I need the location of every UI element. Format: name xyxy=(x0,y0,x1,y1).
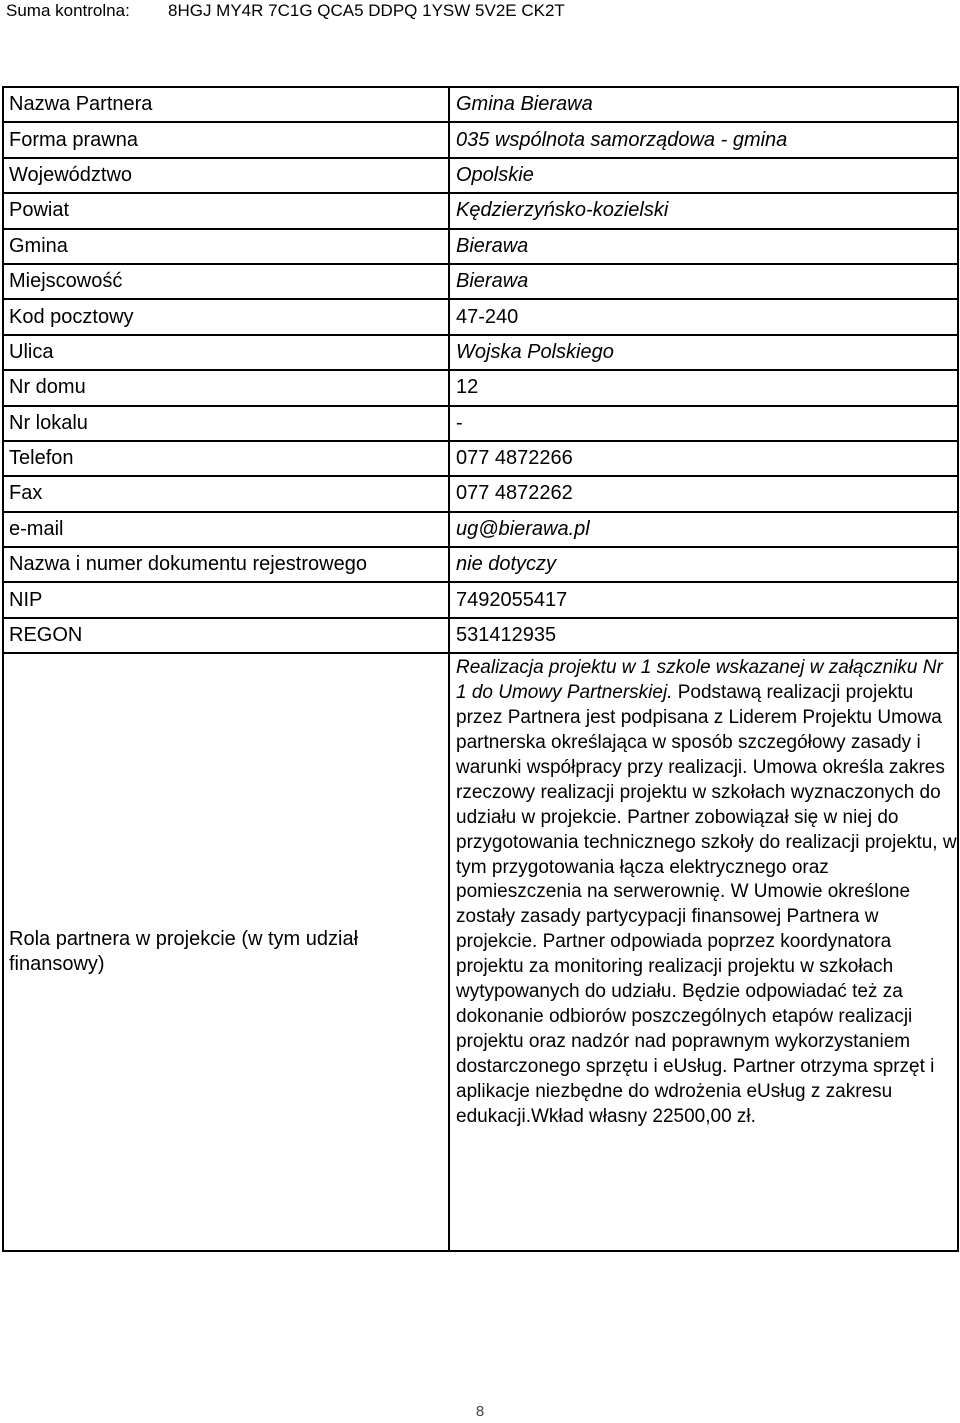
row-value: - xyxy=(449,406,958,441)
row-value: Kędzierzyńsko-kozielski xyxy=(449,193,958,228)
partner-table xyxy=(2,86,959,1252)
checksum-value: 8HGJ MY4R 7C1G QCA5 DDPQ 1YSW 5V2E CK2T xyxy=(168,1,565,20)
row-label: Nr lokalu xyxy=(3,406,449,441)
role-row xyxy=(3,653,958,1251)
row-value: 077 4872262 xyxy=(449,476,958,511)
table-row xyxy=(3,335,958,370)
table-row xyxy=(3,370,958,405)
row-value: Opolskie xyxy=(449,158,958,193)
row-value: ug@bierawa.pl xyxy=(449,512,958,547)
table-row xyxy=(3,618,958,653)
row-value: Gmina Bierawa xyxy=(449,87,958,122)
row-value: 531412935 xyxy=(449,618,958,653)
row-label: NIP xyxy=(3,582,449,617)
row-label: Forma prawna xyxy=(3,122,449,157)
row-label: Nazwa Partnera xyxy=(3,87,449,122)
row-label: Miejscowość xyxy=(3,264,449,299)
table-row xyxy=(3,406,958,441)
role-description xyxy=(449,653,958,1251)
row-label: Telefon xyxy=(3,441,449,476)
role-description-body: Podstawą realizacji projektu przez Partnera jest podpisana z Liderem Projektu Umowa partnerska określająca w sposób szczegółowy zasady i warunki współpracy przy realizacji. Umowa określa zakres rzeczowy realizacji projektu w szkołach wyznaczonych do udziału w projekcie. Partner zobowiązał się w niej do przygotowania technicznego szkoły do realizacji projektu, w tym przygotowania łącza elektrycznego oraz pomieszczenia na serwerownię. W Umowie określone zostały zasady partycypacji finansowej Partnera w projekcie. Partner odpowiada poprzez koordynatora projektu za monitoring realizacji projektu w szkołach wytypowanych do udziału. Będzie odpowiadać też za dokonanie odbiorów poszczególnych etapów realizacji projektu oraz nadzór nad poprawnym wykorzystaniem dostarczonego sprzętu i eUsług. Partner otrzyma sprzęt i aplikacje niezbędne do wdrożenia eUsług z zakresu edukacji.Wkład własny 22500,00 zł. xyxy=(456,682,957,1127)
row-value: nie dotyczy xyxy=(449,547,958,582)
table-row xyxy=(3,547,958,582)
table-row xyxy=(3,229,958,264)
row-value: Wojska Polskiego xyxy=(449,335,958,370)
row-label: Fax xyxy=(3,476,449,511)
table-row xyxy=(3,193,958,228)
row-label: Kod pocztowy xyxy=(3,299,449,334)
row-value: 035 wspólnota samorządowa - gmina xyxy=(449,122,958,157)
table-row xyxy=(3,122,958,157)
page-number: 8 xyxy=(475,1403,485,1420)
row-label: Nazwa i numer dokumentu rejestrowego xyxy=(3,547,449,582)
row-label: Nr domu xyxy=(3,370,449,405)
row-value: 077 4872266 xyxy=(449,441,958,476)
table-row xyxy=(3,158,958,193)
table-row xyxy=(3,582,958,617)
role-description-intro: Realizacja projektu w 1 szkole wskazanej w załączniku Nr 1 do Umowy Partnerskiej. xyxy=(456,657,943,704)
row-label: REGON xyxy=(3,618,449,653)
checksum-label: Suma kontrolna: xyxy=(6,1,130,20)
row-label: Ulica xyxy=(3,335,449,370)
table-row xyxy=(3,87,958,122)
row-value: Bierawa xyxy=(449,229,958,264)
row-value: Bierawa xyxy=(449,264,958,299)
row-label: Gmina xyxy=(3,229,449,264)
table-row xyxy=(3,512,958,547)
table-row xyxy=(3,264,958,299)
row-value: 7492055417 xyxy=(449,582,958,617)
row-label: Województwo xyxy=(3,158,449,193)
table-row xyxy=(3,299,958,334)
row-value: 12 xyxy=(449,370,958,405)
checksum-line xyxy=(6,0,565,22)
row-label: e-mail xyxy=(3,512,449,547)
row-label: Powiat xyxy=(3,193,449,228)
table-row xyxy=(3,476,958,511)
table-row xyxy=(3,441,958,476)
role-label: Rola partnera w projekcie (w tym udział finansowy) xyxy=(3,653,449,1251)
row-value: 47-240 xyxy=(449,299,958,334)
